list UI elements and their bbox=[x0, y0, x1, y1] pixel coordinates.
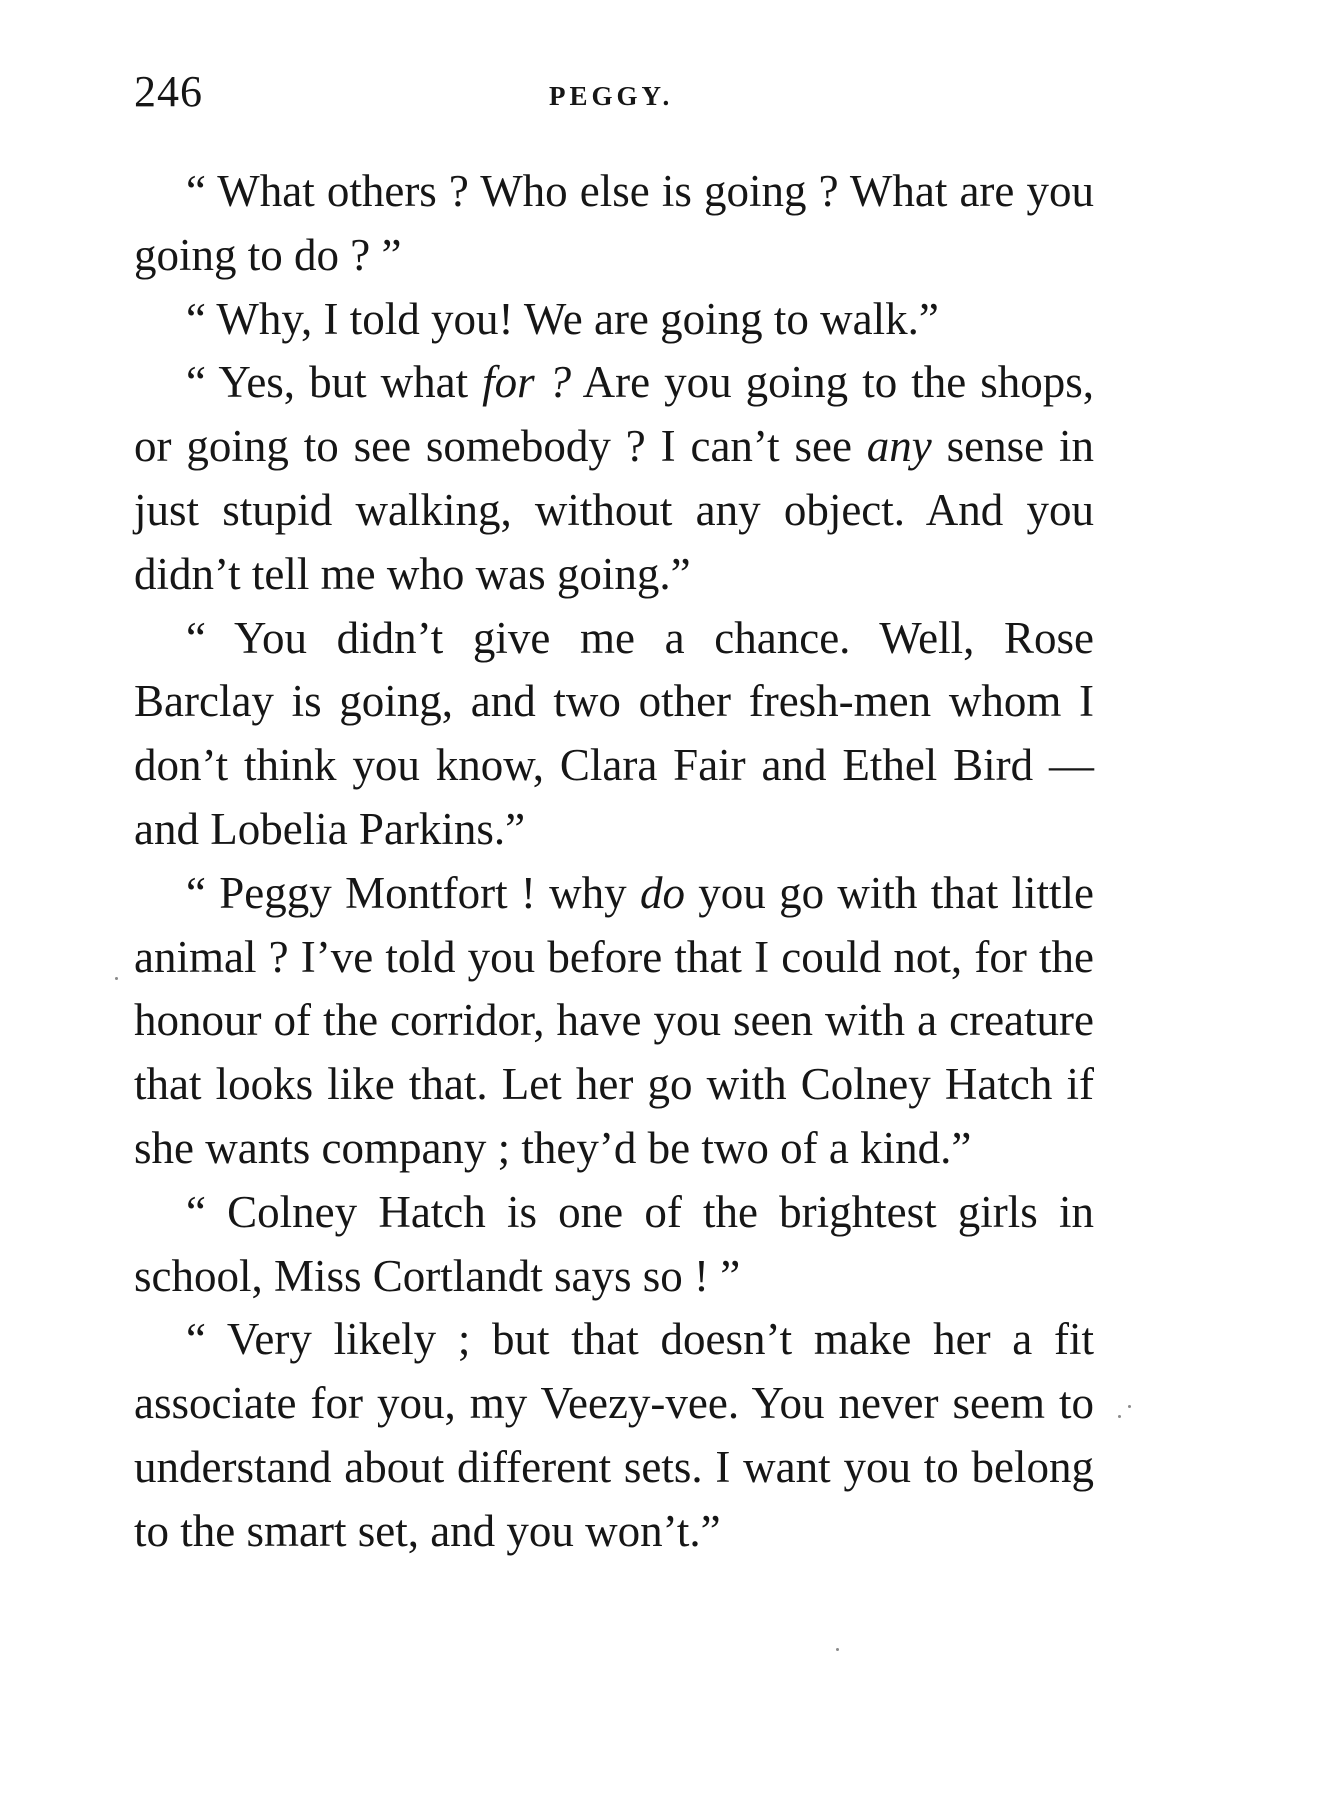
scan-speck bbox=[836, 1648, 839, 1651]
text-run: you go with that little animal ? I’ve told you before that I could not, for the honour of the corridor, have you seen with a creature that looks like that. Let her go with Colney Hatch if she wants company ; they’d be two of a kind.” bbox=[134, 867, 1094, 1173]
italic-text: do bbox=[639, 867, 685, 918]
paragraph bbox=[134, 351, 1094, 606]
body-text bbox=[134, 160, 1094, 1564]
italic-text: any bbox=[866, 421, 932, 472]
text-run: “ What others ? Who else is going ? What are you going to do ? ” bbox=[134, 166, 1094, 280]
scan-speck bbox=[1128, 1405, 1131, 1408]
text-run: sense in just stupid walking, without any object. And you didn’t tell me who was going.” bbox=[134, 421, 1094, 599]
paragraph bbox=[134, 288, 1094, 352]
paragraph bbox=[134, 160, 1094, 288]
text-run: “ Peggy Montfort ! why bbox=[186, 867, 640, 918]
scan-speck bbox=[1118, 1415, 1121, 1418]
running-title: PEGGY. bbox=[549, 81, 674, 111]
scan-speck bbox=[115, 977, 118, 980]
paragraph bbox=[134, 1308, 1094, 1563]
text-run: “ Yes, but what bbox=[186, 357, 483, 408]
text-run: “ Why, I told you! We are going to walk.” bbox=[186, 293, 939, 344]
paragraph bbox=[134, 1181, 1094, 1309]
running-head bbox=[134, 62, 1094, 122]
text-run: “ Very likely ; but that doesn’t make her a fit associate for you, my Veezy-vee. You never seem to understand about different sets. I want you to belong to the smart set, and you won’t.” bbox=[134, 1314, 1094, 1556]
text-run: “ You didn’t give me a chance. Well, Rose Barclay is going, and two other fresh-men whom I don’t think you know, Clara Fair and Ethel Bird — and Lobelia Parkins.” bbox=[134, 612, 1094, 854]
paragraph bbox=[134, 607, 1094, 862]
text-run: Are you going to the shops, or going to see somebody ? I can’t see bbox=[134, 357, 1094, 472]
text-run: “ Colney Hatch is one of the brightest girls in school, Miss Cortlandt says so ! ” bbox=[134, 1186, 1094, 1301]
paragraph bbox=[134, 862, 1094, 1181]
italic-text: for ? bbox=[482, 357, 572, 408]
page-number: 246 bbox=[134, 67, 203, 116]
